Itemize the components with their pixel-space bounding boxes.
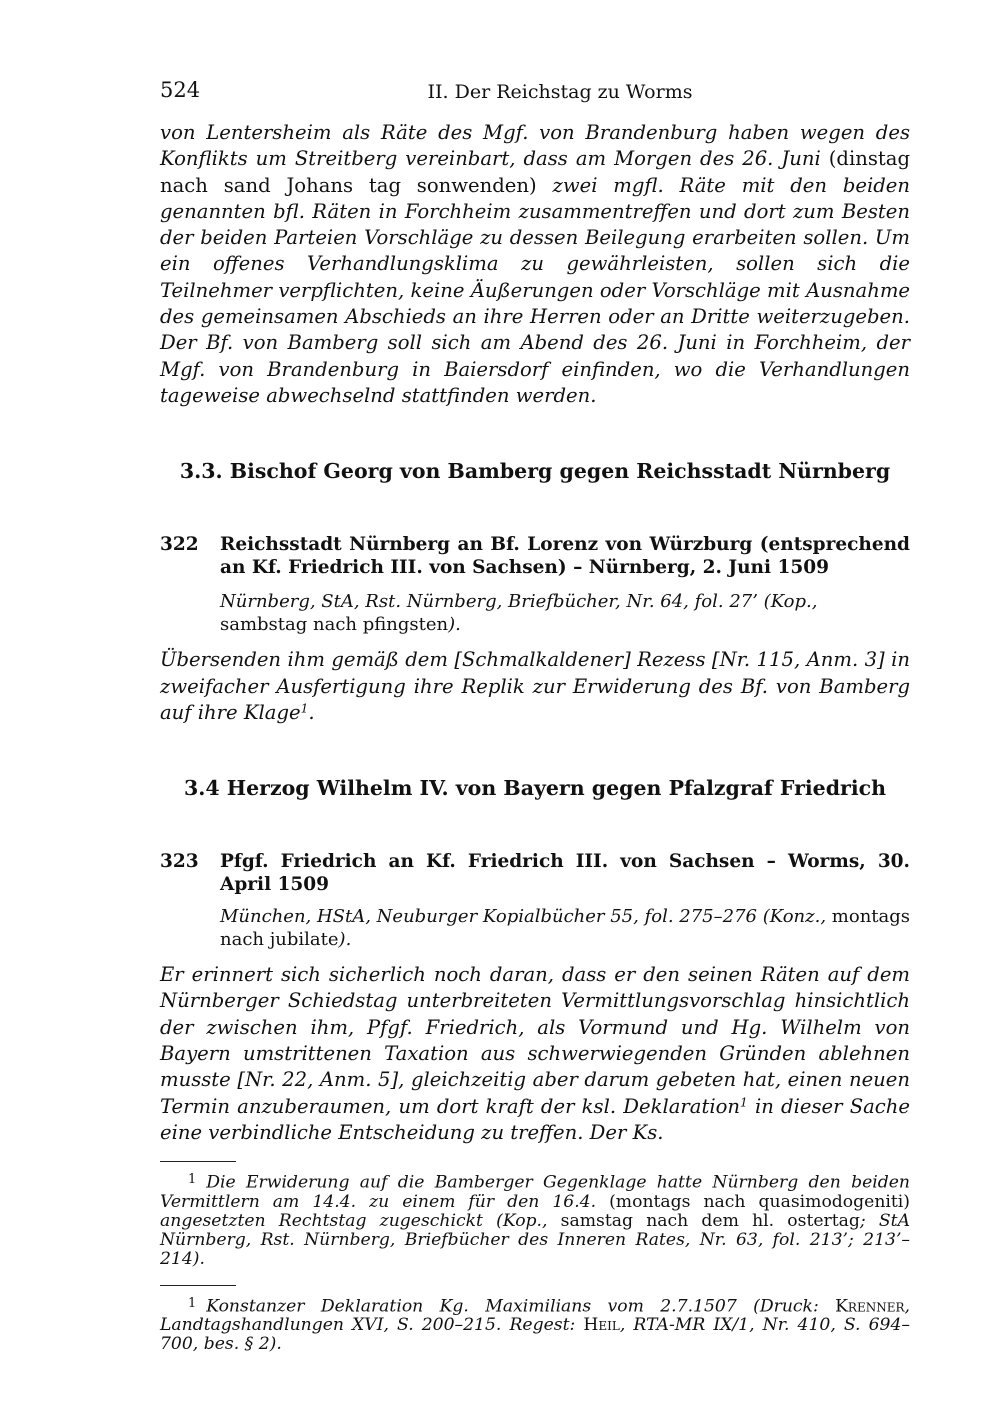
source-text: Nürnberg, StA, Rst. Nürnberg, Briefbücher, Nr. 64, fol. 27’ (Kop., (220, 591, 818, 613)
document-number: 323 (160, 851, 199, 873)
intro-text-2: zwei mgfl. Räte mit den beiden genannten bfl. Räten in Forchheim zusammentreffen und dort zum Besten der beiden Parteien Vorschläge zu dessen Beilegung erarbeiten sollen. Um ein offenes Verhandlungsklima zu gewährleisten, sollen sich die Teilnehmer verpflichten, keine Äußerungen oder Vorschläge mit Ausnahme des gemeinsamen Abschieds an ihre Herren oder an Dritte weiterzugeben. Der Bf. von Bamberg soll sich am Abend des 26. Juni in Forchheim, der Mgf. von Brandenburg in Baiersdorf einfinden, wo die Verhandlungen tageweise abwechselnd stattfinden werden. (160, 173, 910, 407)
source-close: ). (338, 929, 352, 951)
footnote-rule (160, 1161, 236, 1162)
source-text: München, HStA, Neuburger Kopialbücher 55, fol. 275–276 (Konz., (220, 906, 827, 928)
summary-end: . (308, 700, 315, 724)
author-name-krenner: Krenner (835, 1296, 905, 1317)
document-number: 322 (160, 534, 199, 556)
footnote-date-quote: (montags nach quasimodogeniti) (596, 1191, 910, 1212)
footnote-text-2: angesetzten Rechtstag zugeschickt (Kop., (160, 1210, 548, 1231)
footnote-reference: 1 (300, 701, 309, 716)
section-heading-3-4: 3.4 Herzog Wilhelm IV. von Bayern gegen Pfalzgraf Friedrich (183, 776, 887, 801)
running-title: II. Der Reichstag zu Worms (427, 81, 693, 103)
source-date-quote: montags nach jubilate (220, 906, 911, 951)
footnote-rule (160, 1285, 236, 1286)
document-323-summary (160, 962, 910, 1146)
page (160, 78, 910, 1354)
intro-text-1: von Lentersheim als Räte des Mgf. von Brandenburg haben wegen des Konflikts um Streitberg vereinbart, dass am Morgen des 26. Juni (160, 121, 910, 171)
document-title: Reichsstadt Nürnberg an Bf. Lorenz von Würzburg (entsprechend an Kf. Friedrich III. von Sachsen) – Nürnberg, 2. Juni 1509 (220, 534, 910, 579)
source-close: ). (448, 614, 461, 636)
author-name-heil: Heil (583, 1315, 620, 1336)
section-heading-3-3: 3.3. Bischof Georg von Bamberg gegen Reichsstadt Nürnberg (179, 459, 891, 484)
document-323-source (220, 905, 910, 951)
document-322-heading (160, 533, 910, 579)
source-date-quote: sambstag nach pfingsten (220, 614, 449, 636)
footnote-reference: 1 (740, 1094, 748, 1109)
page-number: 524 (160, 78, 201, 102)
footnote-date-quote-2: samstag nach dem hl. ostertag (547, 1210, 860, 1231)
footnote-text: Konstanzer Deklaration Kg. Maximilians vom 2.7.1507 (Druck: (206, 1296, 836, 1317)
document-322-summary (160, 647, 910, 726)
document-322-source (220, 590, 910, 636)
intro-date-quote: (dinstag nach sand Johans tag sonwenden) (160, 147, 910, 197)
footnote-number: 1 (188, 1295, 197, 1311)
summary-text: Er erinnert sich sicherlich noch daran, dass er den seinen Räten auf dem Nürnberger Schiedstag unterbreiteten Vermittlungsvorschlag hinsichtlich der zwischen ihm, Pfgf. Friedrich, als Vormund und Hg. Wilhelm von Bayern umstrittenen Taxation aus schwerwiegenden Gründen ablehnen musste [Nr. 22, Anm. 5], gleichzeitig aber darum gebeten hat, einen neuen Termin anzuberaumen, um dort kraft der ksl. Deklaration (160, 963, 910, 1118)
footnote-text-3: , RTA-MR IX/1, Nr. 410, S. 694–700, bes. § 2). (160, 1315, 910, 1355)
summary-text: Übersenden ihm gemäß dem [Schmalkaldener] Rezess [Nr. 115, Anm. 3] in zweifacher Ausfertigung ihre Replik zur Erwiderung des Bf. von Bamberg auf ihre Klage (160, 648, 910, 724)
document-title: Pfgf. Friedrich an Kf. Friedrich III. von Sachsen – Worms, 30. April 1509 (220, 851, 910, 896)
page-header (160, 78, 910, 106)
summary-text-continued: in dieser Sache eine verbindliche Entscheidung zu treffen. Der Ks. (160, 1094, 910, 1144)
footnote-1b (160, 1294, 910, 1355)
footnote-text-3: ; StA Nürnberg, Rst. Nürnberg, Briefbücher des Inneren Rates, Nr. 63, fol. 213’; 213’–214). (160, 1210, 910, 1269)
footnote-number: 1 (188, 1172, 197, 1188)
intro-paragraph (160, 120, 910, 409)
footnote-text: Die Erwiderung auf die Bamberger Gegenklage hatte Nürnberg den beiden Vermittlern am 14.4. zu einem für den 16.4. (160, 1172, 910, 1212)
footnote-text-2: , Landtagshandlungen XVI, S. 200–215. Regest: (160, 1296, 910, 1336)
footnote-1a (160, 1170, 910, 1269)
document-323-heading (160, 850, 910, 896)
